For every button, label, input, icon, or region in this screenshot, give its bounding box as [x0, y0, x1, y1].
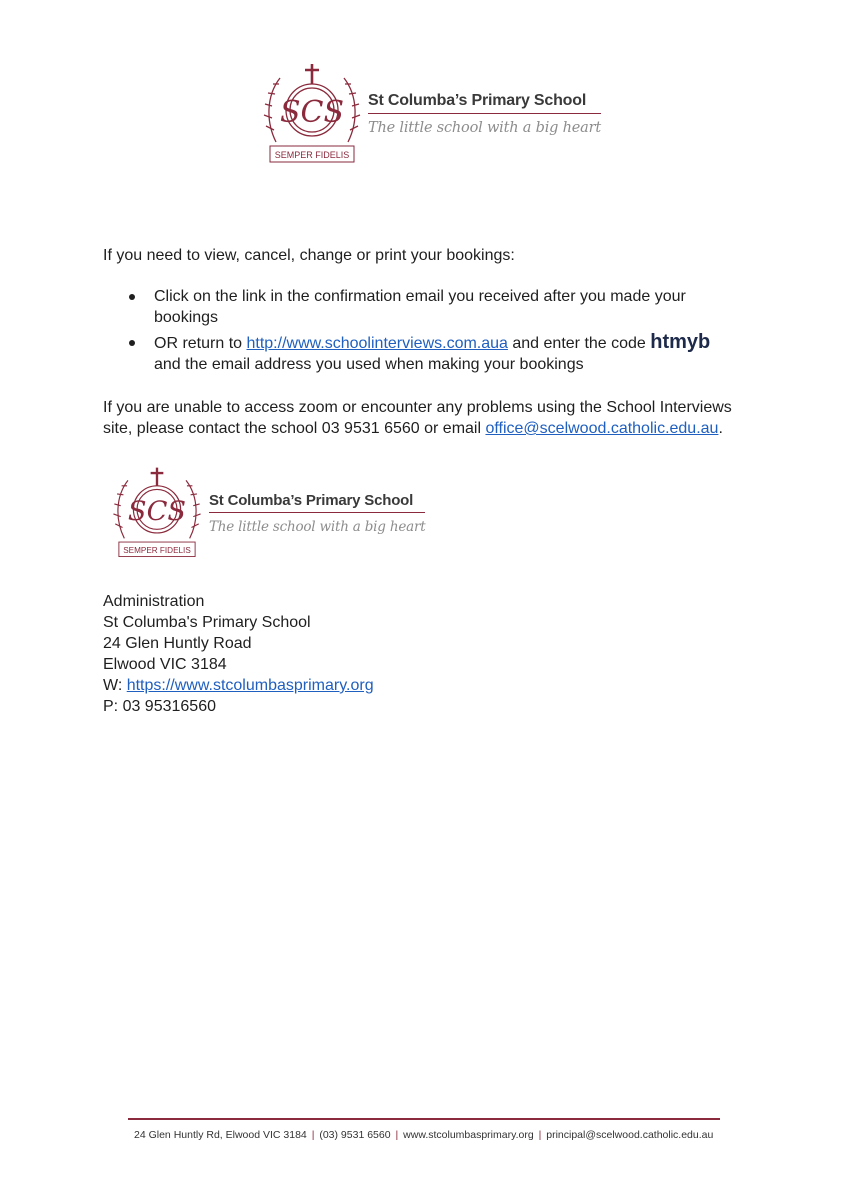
footer-address: 24 Glen Huntly Rd, Elwood VIC 3184	[134, 1129, 307, 1141]
motto: SEMPER FIDELIS	[274, 150, 350, 160]
office-email-link[interactable]: office@scelwood.catholic.edu.au	[485, 420, 719, 437]
footer-divider	[128, 1118, 720, 1120]
address-line: St Columba's Primary School	[103, 614, 311, 631]
motto: SEMPER FIDELIS	[123, 545, 191, 555]
monogram: SCS	[127, 496, 187, 528]
monogram: SCS	[279, 95, 345, 130]
school-logo-header	[262, 60, 601, 168]
help-text: If you are unable to access zoom or encounter any problems using the School Interviews site, please contact the school 03 9531 6560 or email	[103, 399, 732, 437]
website-label: W:	[103, 677, 127, 694]
footer-separator: |	[538, 1129, 542, 1141]
address-line: Elwood VIC 3184	[103, 656, 227, 673]
school-crest-icon	[262, 60, 362, 168]
school-crest-icon	[111, 464, 203, 562]
bullet-icon	[129, 340, 135, 346]
website-link[interactable]: https://www.stcolumbasprimary.org	[126, 677, 374, 694]
school-name: St Columba’s Primary School	[209, 492, 425, 513]
phone-line: P: 03 95316560	[103, 698, 216, 715]
footer-email: principal@scelwood.catholic.edu.au	[546, 1129, 714, 1141]
bullet-text-after: and the email address you used when making your bookings	[154, 356, 584, 373]
footer-phone: (03) 9531 6560	[319, 1129, 391, 1141]
list-item	[103, 286, 753, 328]
address-line: 24 Glen Huntly Road	[103, 635, 252, 652]
school-tagline: The little school with a big heart	[209, 518, 426, 535]
footer-separator: |	[395, 1129, 399, 1141]
bullet-text-middle: and enter the code	[507, 335, 651, 352]
address-block	[103, 591, 753, 717]
footer	[134, 1129, 713, 1141]
list-item	[103, 332, 753, 375]
footer-website: www.stcolumbasprimary.org	[403, 1129, 534, 1141]
help-paragraph	[103, 397, 753, 439]
school-tagline: The little school with a big heart	[368, 120, 601, 136]
school-name: St Columba’s Primary School	[368, 92, 601, 114]
school-logo-signature	[111, 464, 425, 562]
schoolinterviews-link[interactable]: http://www.schoolinterviews.com.aua	[246, 335, 508, 352]
booking-code: htmyb	[650, 331, 711, 353]
footer-separator: |	[311, 1129, 315, 1141]
bullet-list	[103, 286, 753, 379]
bullet-text: Click on the link in the confirmation email you received after you made your bookings	[154, 288, 686, 326]
website-line	[103, 675, 753, 696]
bullet-text-before: OR return to	[154, 335, 247, 352]
help-text-end: .	[718, 420, 723, 437]
address-line: Administration	[103, 593, 205, 610]
intro-text: If you need to view, cancel, change or print your bookings:	[103, 247, 515, 264]
bullet-icon	[129, 294, 135, 300]
